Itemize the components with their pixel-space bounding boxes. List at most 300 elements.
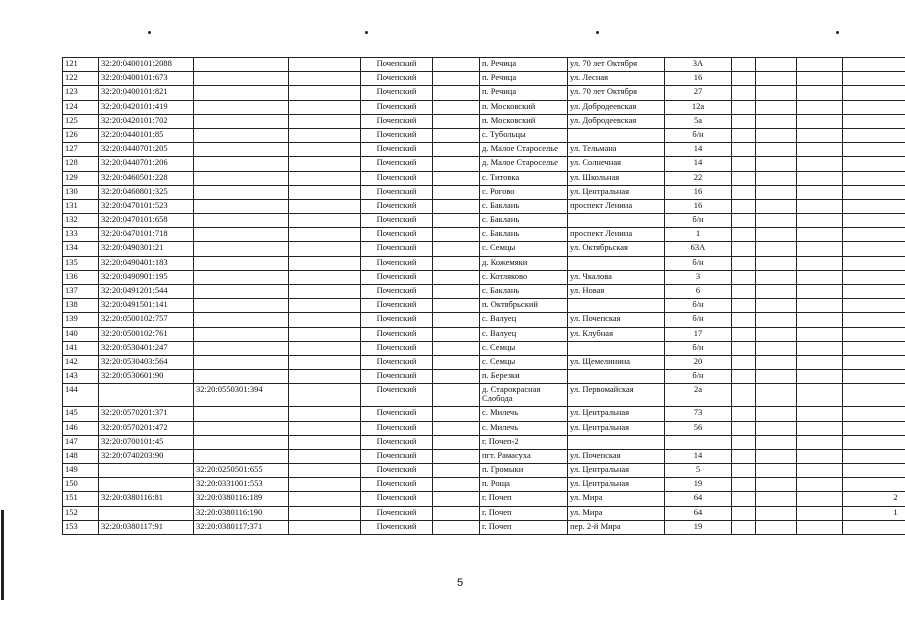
empty-cell (289, 313, 361, 327)
count-cell (843, 58, 905, 72)
empty-cell (289, 199, 361, 213)
locality-cell: с. Баклань (480, 285, 568, 299)
locality-cell: с. Семцы (480, 355, 568, 369)
table-row (63, 478, 905, 492)
street-cell: ул. Щемелинина (568, 355, 665, 369)
empty-cell (756, 407, 797, 421)
cadastral-number-cell: 32:20:0440101:85 (99, 128, 194, 142)
empty-cell (289, 58, 361, 72)
row-number-cell: 140 (63, 327, 99, 341)
district-cell: Почепский (361, 143, 433, 157)
house-number-cell: 3 (665, 270, 732, 284)
empty-cell (433, 478, 480, 492)
empty-cell (433, 492, 480, 506)
row-number-cell: 136 (63, 270, 99, 284)
row-number-cell: 144 (63, 384, 99, 407)
cadastral-number-cell: 32:20:0440701:205 (99, 143, 194, 157)
cadastral-number-cell (99, 384, 194, 407)
street-cell: ул. Центральная (568, 421, 665, 435)
table-row (63, 242, 905, 256)
empty-cell (289, 520, 361, 534)
cadastral-number-2-cell: 32:20:0250501:655 (194, 464, 289, 478)
registry-rows (63, 58, 905, 535)
district-cell: Почепский (361, 506, 433, 520)
district-cell: Почепский (361, 464, 433, 478)
empty-cell (433, 285, 480, 299)
cadastral-number-cell: 32:20:0420101:419 (99, 100, 194, 114)
house-number-cell: б/н (665, 370, 732, 384)
empty-cell (289, 421, 361, 435)
house-number-cell: 22 (665, 171, 732, 185)
empty-cell (433, 157, 480, 171)
empty-cell (732, 214, 756, 228)
empty-cell (732, 492, 756, 506)
empty-cell (433, 171, 480, 185)
district-cell: Почепский (361, 327, 433, 341)
scan-dot-2 (365, 31, 368, 34)
cadastral-number-2-cell (194, 143, 289, 157)
empty-cell (732, 228, 756, 242)
house-number-cell (665, 435, 732, 449)
empty-cell (756, 214, 797, 228)
cadastral-number-2-cell (194, 299, 289, 313)
empty-cell (433, 58, 480, 72)
row-number-cell: 152 (63, 506, 99, 520)
cadastral-number-2-cell (194, 214, 289, 228)
locality-cell: г. Почеп (480, 506, 568, 520)
empty-cell (797, 327, 843, 341)
locality-cell: д. Малое Староселье (480, 143, 568, 157)
empty-cell (756, 384, 797, 407)
house-number-cell: 17 (665, 327, 732, 341)
house-number-cell: 2а (665, 384, 732, 407)
count-cell (843, 520, 905, 534)
empty-cell (732, 86, 756, 100)
count-cell (843, 72, 905, 86)
empty-cell (433, 114, 480, 128)
count-cell (843, 270, 905, 284)
locality-cell: д. Кожемяки (480, 256, 568, 270)
row-number-cell: 129 (63, 171, 99, 185)
empty-cell (797, 199, 843, 213)
table-row (63, 370, 905, 384)
cadastral-number-cell (99, 478, 194, 492)
district-cell: Почепский (361, 270, 433, 284)
house-number-cell: 3А (665, 58, 732, 72)
page-number: 5 (456, 577, 464, 589)
empty-cell (732, 421, 756, 435)
empty-cell (732, 114, 756, 128)
count-cell (843, 185, 905, 199)
empty-cell (732, 285, 756, 299)
street-cell: ул. Мира (568, 492, 665, 506)
locality-cell: д. Малое Староселье (480, 157, 568, 171)
empty-cell (756, 128, 797, 142)
count-cell (843, 478, 905, 492)
count-cell (843, 370, 905, 384)
cadastral-number-2-cell (194, 185, 289, 199)
street-cell: ул. Лесная (568, 72, 665, 86)
empty-cell (797, 72, 843, 86)
empty-cell (732, 355, 756, 369)
cadastral-number-cell: 32:20:0470101:658 (99, 214, 194, 228)
table-row (63, 407, 905, 421)
empty-cell (756, 506, 797, 520)
cadastral-number-cell: 32:20:0700101:45 (99, 435, 194, 449)
street-cell: проспект Ленина (568, 199, 665, 213)
cadastral-number-2-cell (194, 313, 289, 327)
district-cell: Почепский (361, 341, 433, 355)
empty-cell (797, 355, 843, 369)
house-number-cell: 16 (665, 185, 732, 199)
empty-cell (433, 464, 480, 478)
house-number-cell: 5а (665, 114, 732, 128)
count-cell (843, 449, 905, 463)
cadastral-number-2-cell (194, 100, 289, 114)
count-cell (843, 100, 905, 114)
count-cell (843, 171, 905, 185)
street-cell (568, 435, 665, 449)
empty-cell (289, 384, 361, 407)
district-cell: Почепский (361, 435, 433, 449)
cadastral-number-cell: 32:20:0440701:206 (99, 157, 194, 171)
cadastral-number-2-cell (194, 128, 289, 142)
locality-cell: с. Рогово (480, 185, 568, 199)
house-number-cell: 63А (665, 242, 732, 256)
locality-cell: п. Речица (480, 58, 568, 72)
empty-cell (289, 228, 361, 242)
empty-cell (756, 72, 797, 86)
locality-cell: п. Роща (480, 478, 568, 492)
cadastral-number-2-cell (194, 285, 289, 299)
empty-cell (433, 341, 480, 355)
cadastral-number-2-cell (194, 114, 289, 128)
empty-cell (289, 435, 361, 449)
street-cell (568, 370, 665, 384)
empty-cell (756, 171, 797, 185)
empty-cell (756, 520, 797, 534)
locality-cell: с. Семцы (480, 242, 568, 256)
count-cell (843, 199, 905, 213)
locality-cell: с. Милечь (480, 407, 568, 421)
cadastral-number-2-cell (194, 157, 289, 171)
street-cell: проспект Ленина (568, 228, 665, 242)
table-row (63, 449, 905, 463)
empty-cell (797, 285, 843, 299)
table-row (63, 128, 905, 142)
empty-cell (756, 341, 797, 355)
district-cell: Почепский (361, 171, 433, 185)
district-cell: Почепский (361, 492, 433, 506)
empty-cell (433, 520, 480, 534)
locality-cell: г. Почеп (480, 492, 568, 506)
locality-cell: с. Валуец (480, 313, 568, 327)
empty-cell (433, 100, 480, 114)
empty-cell (732, 299, 756, 313)
house-number-cell: 16 (665, 72, 732, 86)
street-cell: ул. Клубная (568, 327, 665, 341)
empty-cell (433, 384, 480, 407)
empty-cell (289, 492, 361, 506)
cadastral-number-2-cell (194, 256, 289, 270)
cadastral-number-2-cell: 32:20:0380116:189 (194, 492, 289, 506)
count-cell (843, 214, 905, 228)
locality-cell: п. Московский (480, 100, 568, 114)
empty-cell (797, 421, 843, 435)
locality-cell: п. Речица (480, 86, 568, 100)
table-row (63, 256, 905, 270)
row-number-cell: 125 (63, 114, 99, 128)
locality-cell: г. Почеп-2 (480, 435, 568, 449)
street-cell (568, 341, 665, 355)
cadastral-number-cell: 32:20:0400101:2088 (99, 58, 194, 72)
count-cell (843, 242, 905, 256)
empty-cell (756, 449, 797, 463)
table-row (63, 72, 905, 86)
table-row (63, 157, 905, 171)
locality-cell: с. Баклань (480, 228, 568, 242)
street-cell: ул. Почепская (568, 313, 665, 327)
locality-cell: с. Баклань (480, 199, 568, 213)
empty-cell (289, 478, 361, 492)
empty-cell (756, 464, 797, 478)
locality-cell: д. Старокрасная Слобода (480, 384, 568, 407)
district-cell: Почепский (361, 520, 433, 534)
locality-cell: п. Московский (480, 114, 568, 128)
empty-cell (797, 228, 843, 242)
table-row (63, 435, 905, 449)
empty-cell (732, 520, 756, 534)
empty-cell (797, 313, 843, 327)
cadastral-number-2-cell (194, 86, 289, 100)
empty-cell (289, 355, 361, 369)
row-number-cell: 149 (63, 464, 99, 478)
district-cell: Почепский (361, 114, 433, 128)
empty-cell (797, 407, 843, 421)
district-cell: Почепский (361, 58, 433, 72)
cadastral-number-2-cell (194, 407, 289, 421)
table-row (63, 270, 905, 284)
locality-cell: с. Семцы (480, 341, 568, 355)
cadastral-number-cell (99, 464, 194, 478)
count-cell (843, 299, 905, 313)
empty-cell (732, 435, 756, 449)
count-cell (843, 157, 905, 171)
district-cell: Почепский (361, 185, 433, 199)
empty-cell (732, 171, 756, 185)
street-cell: ул. Центральная (568, 478, 665, 492)
row-number-cell: 132 (63, 214, 99, 228)
street-cell (568, 256, 665, 270)
cadastral-number-cell: 32:20:0490301:21 (99, 242, 194, 256)
house-number-cell: 20 (665, 355, 732, 369)
row-number-cell: 143 (63, 370, 99, 384)
house-number-cell: 14 (665, 143, 732, 157)
empty-cell (797, 242, 843, 256)
cadastral-number-cell: 32:20:0460501:228 (99, 171, 194, 185)
row-number-cell: 138 (63, 299, 99, 313)
table-row (63, 384, 905, 407)
row-number-cell: 133 (63, 228, 99, 242)
empty-cell (797, 492, 843, 506)
row-number-cell: 137 (63, 285, 99, 299)
scan-edge-mark (1, 510, 4, 600)
cadastral-number-cell: 32:20:0570201:472 (99, 421, 194, 435)
count-cell (843, 407, 905, 421)
street-cell: ул. 70 лет Октября (568, 58, 665, 72)
empty-cell (756, 143, 797, 157)
empty-cell (289, 157, 361, 171)
count-cell (843, 256, 905, 270)
empty-cell (797, 128, 843, 142)
empty-cell (732, 327, 756, 341)
street-cell: ул. Добродеевская (568, 114, 665, 128)
empty-cell (289, 86, 361, 100)
table-row (63, 520, 905, 534)
empty-cell (797, 478, 843, 492)
empty-cell (756, 327, 797, 341)
street-cell: ул. Центральная (568, 464, 665, 478)
empty-cell (732, 407, 756, 421)
locality-cell: п. Октябрьский (480, 299, 568, 313)
street-cell: ул. Центральная (568, 407, 665, 421)
district-cell: Почепский (361, 86, 433, 100)
cadastral-number-2-cell: 32:20:0331001:553 (194, 478, 289, 492)
empty-cell (756, 157, 797, 171)
empty-cell (756, 299, 797, 313)
empty-cell (289, 256, 361, 270)
house-number-cell: 12а (665, 100, 732, 114)
cadastral-number-cell: 32:20:0500102:761 (99, 327, 194, 341)
house-number-cell: 14 (665, 449, 732, 463)
house-number-cell: б/н (665, 341, 732, 355)
empty-cell (756, 478, 797, 492)
row-number-cell: 134 (63, 242, 99, 256)
row-number-cell: 141 (63, 341, 99, 355)
cadastral-number-2-cell (194, 327, 289, 341)
cadastral-number-2-cell (194, 370, 289, 384)
count-cell (843, 384, 905, 407)
empty-cell (756, 228, 797, 242)
empty-cell (289, 506, 361, 520)
cadastral-number-cell: 32:20:0491201:544 (99, 285, 194, 299)
empty-cell (289, 185, 361, 199)
empty-cell (797, 270, 843, 284)
house-number-cell: 6 (665, 285, 732, 299)
empty-cell (433, 407, 480, 421)
row-number-cell: 139 (63, 313, 99, 327)
empty-cell (433, 270, 480, 284)
table-row (63, 114, 905, 128)
empty-cell (732, 449, 756, 463)
empty-cell (289, 128, 361, 142)
row-number-cell: 126 (63, 128, 99, 142)
empty-cell (732, 313, 756, 327)
district-cell: Почепский (361, 449, 433, 463)
empty-cell (756, 285, 797, 299)
empty-cell (289, 270, 361, 284)
locality-cell: с. Милечь (480, 421, 568, 435)
row-number-cell: 128 (63, 157, 99, 171)
empty-cell (289, 464, 361, 478)
empty-cell (433, 199, 480, 213)
count-cell (843, 143, 905, 157)
cadastral-number-cell: 32:20:0470101:718 (99, 228, 194, 242)
empty-cell (433, 435, 480, 449)
row-number-cell: 146 (63, 421, 99, 435)
cadastral-number-cell: 32:20:0400101:673 (99, 72, 194, 86)
empty-cell (433, 313, 480, 327)
cadastral-number-2-cell (194, 72, 289, 86)
district-cell: Почепский (361, 256, 433, 270)
cadastral-number-cell (99, 506, 194, 520)
empty-cell (289, 171, 361, 185)
empty-cell (433, 370, 480, 384)
count-cell (843, 421, 905, 435)
empty-cell (756, 313, 797, 327)
cadastral-number-2-cell (194, 171, 289, 185)
district-cell: Почепский (361, 478, 433, 492)
empty-cell (289, 143, 361, 157)
count-cell (843, 313, 905, 327)
house-number-cell: 19 (665, 520, 732, 534)
house-number-cell: б/н (665, 128, 732, 142)
district-cell: Почепский (361, 285, 433, 299)
district-cell: Почепский (361, 228, 433, 242)
empty-cell (732, 384, 756, 407)
empty-cell (797, 384, 843, 407)
street-cell: ул. Почепская (568, 449, 665, 463)
empty-cell (797, 520, 843, 534)
table-row (63, 355, 905, 369)
street-cell (568, 299, 665, 313)
empty-cell (289, 72, 361, 86)
count-cell (843, 435, 905, 449)
empty-cell (756, 114, 797, 128)
empty-cell (797, 214, 843, 228)
empty-cell (756, 421, 797, 435)
empty-cell (732, 58, 756, 72)
table-row (63, 313, 905, 327)
row-number-cell: 147 (63, 435, 99, 449)
house-number-cell: 16 (665, 199, 732, 213)
house-number-cell: б/н (665, 214, 732, 228)
table-row (63, 341, 905, 355)
empty-cell (732, 242, 756, 256)
street-cell: ул. Чкалова (568, 270, 665, 284)
empty-cell (289, 299, 361, 313)
house-number-cell: 5 (665, 464, 732, 478)
locality-cell: с. Тубольцы (480, 128, 568, 142)
locality-cell: п. Громыки (480, 464, 568, 478)
table-row (63, 285, 905, 299)
empty-cell (797, 157, 843, 171)
empty-cell (732, 270, 756, 284)
empty-cell (756, 86, 797, 100)
empty-cell (732, 72, 756, 86)
empty-cell (756, 256, 797, 270)
row-number-cell: 130 (63, 185, 99, 199)
table-row (63, 199, 905, 213)
empty-cell (797, 171, 843, 185)
cadastral-number-cell: 32:20:0570201:371 (99, 407, 194, 421)
empty-cell (732, 143, 756, 157)
empty-cell (289, 407, 361, 421)
empty-cell (756, 370, 797, 384)
table-row (63, 299, 905, 313)
street-cell: ул. Центральная (568, 185, 665, 199)
empty-cell (289, 370, 361, 384)
